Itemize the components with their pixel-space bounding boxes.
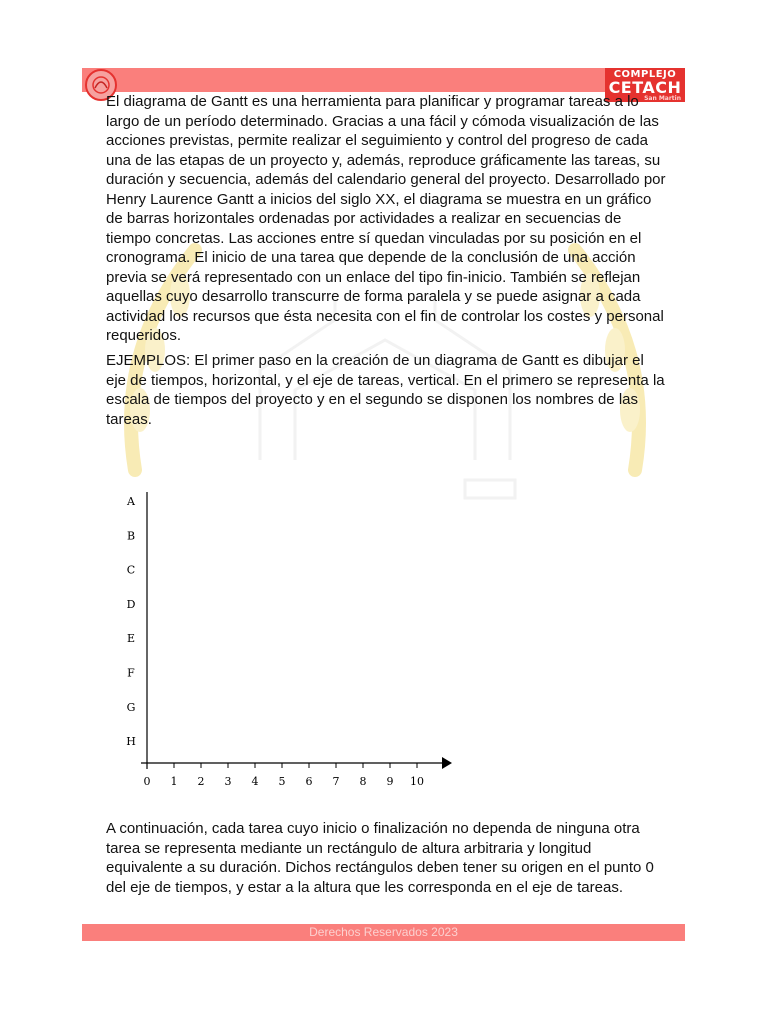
logo-line-1: COMPLEJO [613,69,677,80]
gantt-chart-svg [100,480,470,800]
x-axis-arrow [442,757,452,769]
continuation-paragraph: A continuación, cada tarea cuyo inicio o finalización no dependa de ninguna otra tarea se representa mediante un rectángulo de altura arbitraria y longitud equivalente a su duración. Dichos rectángulos deben tener su origen en el punto 0 del eje de tiempos, y estar a la altura que les corresponda en el eje de tareas. [106,820,654,896]
x-tick-label-5: 5 [278,775,286,788]
x-tick-label-2: 2 [197,775,205,788]
x-tick-label-10: 10 [410,775,424,788]
task-label-f: F [127,666,135,680]
footer-copyright: Derechos Reservados 2023 [309,925,458,939]
header-band [82,68,685,92]
task-label-c: C [126,563,136,577]
task-label-e: E [126,632,136,646]
gantt-axes-chart [100,480,470,800]
task-label-a: A [127,495,135,508]
x-tick-label-0: 0 [143,775,151,788]
x-tick-label-1: 1 [170,775,178,788]
examples-paragraph: EJEMPLOS: El primer paso en la creación de un diagrama de Gantt es dibujar el eje de tiempos, horizontal, y el eje de tareas, vertical. En el primero se representa la escala de tiempos del proyecto y en el segundo se disponen los nombres de las tareas. [106,352,665,428]
task-label-g: G [126,700,136,714]
task-label-d: D [126,597,136,611]
task-label-h: H [126,735,136,749]
intro-paragraph: El diagrama de Gantt es una herramienta para planificar y programar tareas a lo largo de un período determinado. Gracias a una fácil y cómoda visualización de las acciones previstas, permite realizar el seguimiento y control del progreso de cada una de las etapas de un proyecto y, además, reproduce gráficamente las tareas, su duración y secuencia, además del calendario general del proyecto. Desarrollado por Henry Laurence Gantt a inicios del siglo XX, el diagrama se muestra en un gráfico de barras horizontales ordenadas por actividades a realizar en secuencias de tiempo concretas. Las acciones entre sí quedan vinculadas por su posición en el cronograma. El inicio de una tarea que depende de la conclusión de una acción previa se verá representado con un enlace del tipo fin-inicio. También se reflejan aquellas cuyo desarrollo transcurre de forma paralela y se puede asignar a cada actividad los recursos que ésta necesita con el fin de controlar los costes y personal requeridos. [106,93,666,344]
logo-line-3: San Martin [644,95,681,102]
footer-band [82,924,685,941]
logo-line-2: CETACH [608,78,682,97]
task-label-b: B [126,529,136,543]
x-tick-label-6: 6 [305,775,313,788]
x-tick-label-9: 9 [386,775,394,788]
x-tick-label-7: 7 [332,775,340,788]
x-tick-label-8: 8 [359,775,367,788]
x-tick-label-4: 4 [251,775,259,788]
x-tick-label-3: 3 [224,775,232,788]
